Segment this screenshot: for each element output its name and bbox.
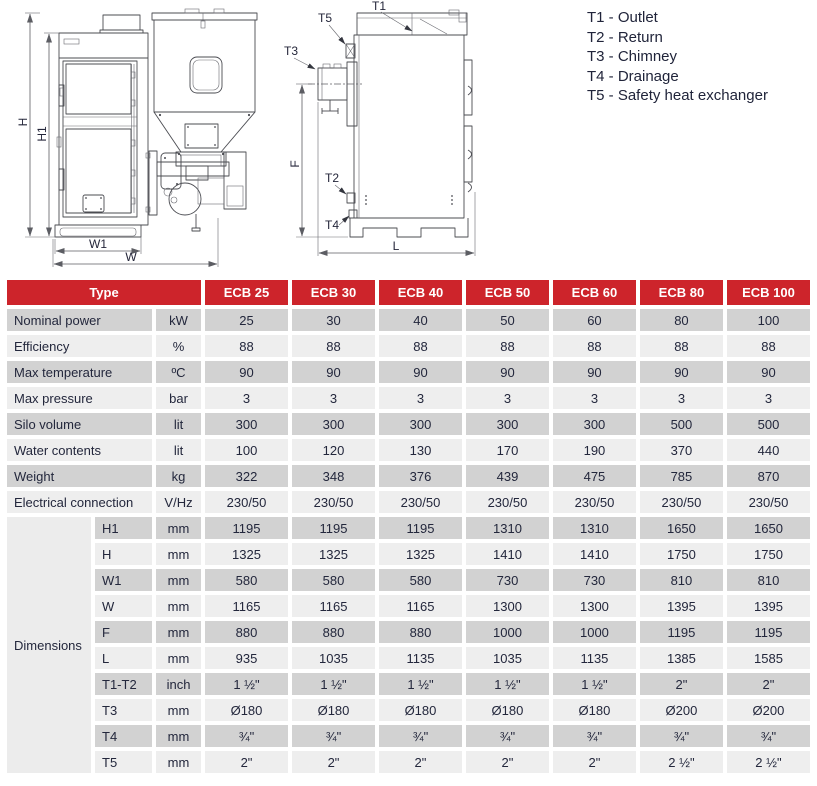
value-cell: 170 [466, 439, 549, 461]
value-cell: 1585 [727, 647, 810, 669]
value-cell: 1325 [292, 543, 375, 565]
value-cell: 3 [205, 387, 288, 409]
value-cell: ¾" [292, 725, 375, 747]
value-cell: 88 [205, 335, 288, 357]
dimension-label-cell: L [95, 647, 152, 669]
value-cell: 190 [553, 439, 636, 461]
value-cell: 439 [466, 465, 549, 487]
port-legend [587, 8, 768, 106]
value-cell: 100 [205, 439, 288, 461]
port-label-T5: T5 [318, 11, 333, 25]
value-cell: 730 [553, 569, 636, 591]
value-cell: 100 [727, 309, 810, 331]
value-cell: 90 [466, 361, 549, 383]
legend-item-t4: T4 - Drainage [587, 67, 679, 85]
value-cell: Ø180 [466, 699, 549, 721]
row-label-cell: Max pressure [7, 387, 152, 409]
value-cell: Ø180 [553, 699, 636, 721]
value-cell: 1000 [466, 621, 549, 643]
port-label-T3: T3 [284, 44, 299, 58]
value-cell: 785 [640, 465, 723, 487]
value-cell: 730 [466, 569, 549, 591]
value-cell: 1195 [379, 517, 462, 539]
value-cell: 370 [640, 439, 723, 461]
value-cell: 50 [466, 309, 549, 331]
value-cell: 1410 [553, 543, 636, 565]
value-cell: 2" [727, 673, 810, 695]
model-column-header: ECB 100 [727, 280, 810, 305]
unit-cell: % [156, 335, 201, 357]
dimension-label-cell: T1-T2 [95, 673, 152, 695]
value-cell: 1325 [379, 543, 462, 565]
row-label-cell: Weight [7, 465, 152, 487]
value-cell: 1395 [727, 595, 810, 617]
value-cell: 376 [379, 465, 462, 487]
unit-cell: kg [156, 465, 201, 487]
model-column-header: ECB 60 [553, 280, 636, 305]
side-view-drawing [284, 0, 475, 256]
value-cell: 1750 [727, 543, 810, 565]
unit-cell: mm [156, 543, 201, 565]
value-cell: Ø180 [379, 699, 462, 721]
value-cell: Ø180 [205, 699, 288, 721]
value-cell: 870 [727, 465, 810, 487]
value-cell: 300 [379, 413, 462, 435]
unit-cell: kW [156, 309, 201, 331]
value-cell: 1325 [205, 543, 288, 565]
value-cell: 90 [553, 361, 636, 383]
model-column-header: ECB 30 [292, 280, 375, 305]
value-cell: 1035 [292, 647, 375, 669]
value-cell: 500 [727, 413, 810, 435]
value-cell: 1195 [640, 621, 723, 643]
value-cell: 3 [466, 387, 549, 409]
value-cell: 90 [205, 361, 288, 383]
value-cell: 88 [640, 335, 723, 357]
dimension-label-cell: H [95, 543, 152, 565]
value-cell: 230/50 [727, 491, 810, 513]
value-cell: 1 ½" [379, 673, 462, 695]
dimension-label-cell: W1 [95, 569, 152, 591]
unit-cell: mm [156, 699, 201, 721]
value-cell: 935 [205, 647, 288, 669]
value-cell: 810 [727, 569, 810, 591]
unit-cell: V/Hz [156, 491, 201, 513]
value-cell: 1310 [466, 517, 549, 539]
spec-row [7, 751, 810, 773]
dim-H1 [35, 33, 59, 236]
port-label-T1: T1 [372, 0, 387, 13]
legend-item-t1: T1 - Outlet [587, 9, 658, 26]
value-cell: 90 [640, 361, 723, 383]
value-cell: 2" [292, 751, 375, 773]
unit-cell: lit [156, 439, 201, 461]
model-column-header: ECB 25 [205, 280, 288, 305]
spec-row [7, 361, 810, 383]
technical-drawings [0, 0, 817, 276]
legend-item-t3: T3 - Chimney [587, 48, 678, 65]
spec-row [7, 413, 810, 435]
unit-cell: mm [156, 595, 201, 617]
value-cell: 500 [640, 413, 723, 435]
value-cell: 1 ½" [292, 673, 375, 695]
value-cell: 230/50 [205, 491, 288, 513]
unit-cell: inch [156, 673, 201, 695]
value-cell: 2" [205, 751, 288, 773]
dim-label-W: W [125, 250, 137, 264]
row-label-cell: Max temperature [7, 361, 152, 383]
spec-row [7, 465, 810, 487]
value-cell: ¾" [640, 725, 723, 747]
model-column-header: ECB 50 [466, 280, 549, 305]
value-cell: 1165 [292, 595, 375, 617]
row-label-cell: Electrical connection [7, 491, 152, 513]
value-cell: 1650 [640, 517, 723, 539]
value-cell: 2" [640, 673, 723, 695]
value-cell: 300 [466, 413, 549, 435]
dimension-label-cell: T5 [95, 751, 152, 773]
value-cell: 322 [205, 465, 288, 487]
spec-row [7, 699, 810, 721]
unit-cell: mm [156, 725, 201, 747]
spec-row [7, 569, 810, 591]
value-cell: 80 [640, 309, 723, 331]
row-label-cell: Nominal power [7, 309, 152, 331]
dim-L [318, 102, 475, 256]
unit-cell: bar [156, 387, 201, 409]
dimension-label-cell: T3 [95, 699, 152, 721]
value-cell: 1165 [379, 595, 462, 617]
spec-row [7, 673, 810, 695]
type-column-header: Type [7, 280, 201, 305]
dimensions-group-cell: Dimensions [7, 517, 91, 773]
model-column-header: ECB 80 [640, 280, 723, 305]
value-cell: 90 [379, 361, 462, 383]
value-cell: 3 [379, 387, 462, 409]
dimension-label-cell: H1 [95, 517, 152, 539]
value-cell: 1385 [640, 647, 723, 669]
value-cell: 440 [727, 439, 810, 461]
spec-row [7, 439, 810, 461]
value-cell: 60 [553, 309, 636, 331]
value-cell: 90 [727, 361, 810, 383]
value-cell: 580 [379, 569, 462, 591]
value-cell: 3 [640, 387, 723, 409]
value-cell: 88 [379, 335, 462, 357]
dim-H [16, 13, 56, 237]
value-cell: 1195 [205, 517, 288, 539]
value-cell: Ø200 [640, 699, 723, 721]
value-cell: 1 ½" [205, 673, 288, 695]
value-cell: ¾" [553, 725, 636, 747]
specification-table [3, 276, 814, 777]
value-cell: 1 ½" [553, 673, 636, 695]
unit-cell: ºC [156, 361, 201, 383]
value-cell: 2" [379, 751, 462, 773]
value-cell: 230/50 [640, 491, 723, 513]
spec-row [7, 387, 810, 409]
dimension-label-cell: F [95, 621, 152, 643]
value-cell: 1300 [553, 595, 636, 617]
value-cell: 1650 [727, 517, 810, 539]
value-cell: Ø180 [292, 699, 375, 721]
value-cell: 1300 [466, 595, 549, 617]
dim-label-F: F [288, 160, 302, 168]
spec-row [7, 309, 810, 331]
dim-label-L: L [392, 239, 400, 253]
value-cell: 88 [466, 335, 549, 357]
value-cell: 88 [292, 335, 375, 357]
dim-label-W1: W1 [89, 237, 107, 251]
value-cell: 1195 [727, 621, 810, 643]
value-cell: 230/50 [553, 491, 636, 513]
value-cell: 1395 [640, 595, 723, 617]
value-cell: Ø200 [727, 699, 810, 721]
value-cell: 130 [379, 439, 462, 461]
value-cell: 120 [292, 439, 375, 461]
value-cell: 3 [292, 387, 375, 409]
value-cell: 2 ½" [727, 751, 810, 773]
spec-row [7, 543, 810, 565]
value-cell: 2" [466, 751, 549, 773]
value-cell: 3 [553, 387, 636, 409]
value-cell: 810 [640, 569, 723, 591]
spec-row [7, 491, 810, 513]
value-cell: 300 [553, 413, 636, 435]
spec-row [7, 647, 810, 669]
value-cell: 1035 [466, 647, 549, 669]
spec-row [7, 517, 810, 539]
value-cell: 1 ½" [466, 673, 549, 695]
unit-cell: lit [156, 413, 201, 435]
value-cell: 1195 [292, 517, 375, 539]
spec-row [7, 725, 810, 747]
spec-row [7, 621, 810, 643]
value-cell: 1165 [205, 595, 288, 617]
spec-row [7, 595, 810, 617]
value-cell: 475 [553, 465, 636, 487]
row-label-cell: Water contents [7, 439, 152, 461]
front-view-drawing [16, 9, 257, 267]
value-cell: 1135 [553, 647, 636, 669]
port-label-T2: T2 [325, 171, 340, 185]
value-cell: ¾" [466, 725, 549, 747]
value-cell: 1750 [640, 543, 723, 565]
value-cell: 580 [292, 569, 375, 591]
value-cell: 1000 [553, 621, 636, 643]
value-cell: 880 [292, 621, 375, 643]
value-cell: 348 [292, 465, 375, 487]
value-cell: 230/50 [292, 491, 375, 513]
legend-item-t2: T2 - Return [587, 28, 663, 46]
value-cell: 3 [727, 387, 810, 409]
dim-label-H1: H1 [35, 126, 49, 142]
value-cell: 2 ½" [640, 751, 723, 773]
dimension-label-cell: T4 [95, 725, 152, 747]
port-label-T4: T4 [325, 218, 340, 232]
row-label-cell: Efficiency [7, 335, 152, 357]
value-cell: 300 [205, 413, 288, 435]
unit-cell: mm [156, 647, 201, 669]
spec-row [7, 335, 810, 357]
value-cell: 230/50 [379, 491, 462, 513]
value-cell: 30 [292, 309, 375, 331]
unit-cell: mm [156, 621, 201, 643]
value-cell: 1310 [553, 517, 636, 539]
unit-cell: mm [156, 751, 201, 773]
value-cell: 25 [205, 309, 288, 331]
value-cell: 90 [292, 361, 375, 383]
dimension-label-cell: W [95, 595, 152, 617]
value-cell: 1135 [379, 647, 462, 669]
value-cell: 300 [292, 413, 375, 435]
value-cell: 230/50 [466, 491, 549, 513]
value-cell: 580 [205, 569, 288, 591]
value-cell: ¾" [727, 725, 810, 747]
unit-cell: mm [156, 569, 201, 591]
value-cell: 2" [553, 751, 636, 773]
value-cell: 1410 [466, 543, 549, 565]
row-label-cell: Silo volume [7, 413, 152, 435]
value-cell: ¾" [205, 725, 288, 747]
dim-label-H: H [16, 117, 30, 127]
value-cell: 880 [379, 621, 462, 643]
value-cell: 88 [727, 335, 810, 357]
value-cell: ¾" [379, 725, 462, 747]
legend-item-t5: T5 - Safety heat exchanger [587, 87, 768, 104]
value-cell: 880 [205, 621, 288, 643]
model-column-header: ECB 40 [379, 280, 462, 305]
value-cell: 88 [553, 335, 636, 357]
unit-cell: mm [156, 517, 201, 539]
value-cell: 40 [379, 309, 462, 331]
